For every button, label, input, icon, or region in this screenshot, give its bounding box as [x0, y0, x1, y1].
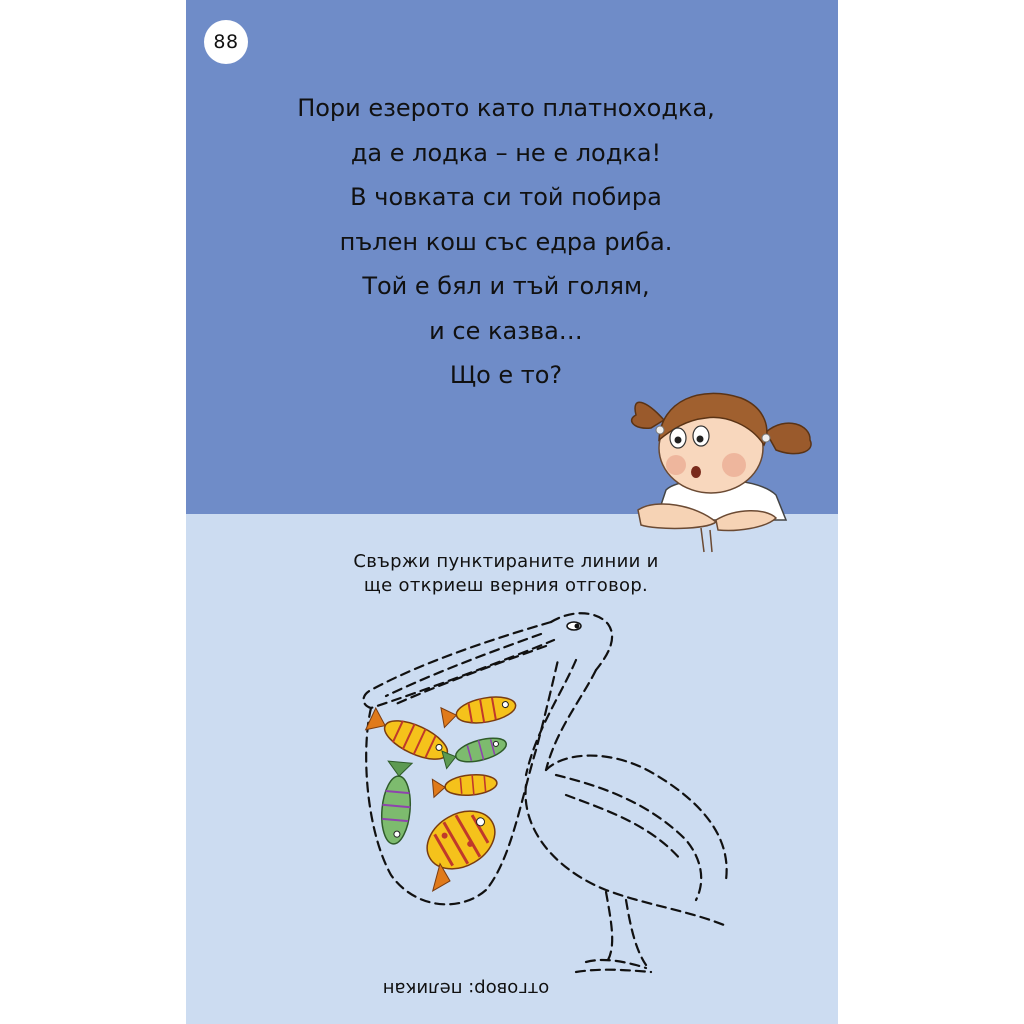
instruction-text	[316, 550, 696, 598]
book-page	[186, 0, 838, 1024]
girl-illustration	[626, 370, 826, 560]
fish-illustration	[365, 693, 518, 891]
riddle-line: да е лодка – не е лодка!	[350, 138, 662, 167]
instruction-line: ще откриеш верния отговор.	[363, 575, 649, 596]
riddle-line: пълен кош със едра риба.	[339, 227, 673, 256]
page-number: 88	[213, 31, 239, 53]
riddle-line: Що е то?	[449, 361, 563, 389]
riddle-line: и се казва…	[429, 316, 583, 345]
answer-upside-down: отговор: пеликан	[382, 978, 550, 999]
riddle-line: Пори езерото като платноходка,	[297, 94, 715, 122]
page-number-badge	[204, 20, 248, 64]
pelican-dotted-outline	[346, 600, 766, 990]
riddle-text	[246, 86, 766, 398]
riddle-line: Той е бял и тъй голям,	[362, 272, 650, 300]
instruction-line: Свържи пунктираните линии и	[353, 551, 659, 572]
riddle-line: В човката си той побира	[350, 183, 662, 211]
